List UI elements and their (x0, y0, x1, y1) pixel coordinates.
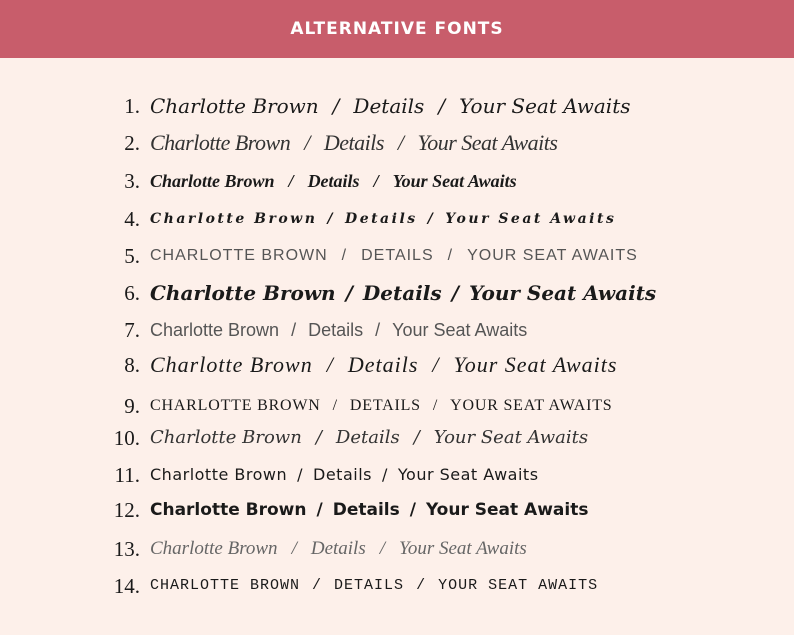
font-number: 4. (124, 207, 140, 231)
sample-name: Charlotte Brown (150, 320, 280, 340)
separator: / (427, 211, 436, 227)
separator: / (413, 427, 420, 448)
font-sample-text (150, 350, 617, 380)
font-number: 8. (124, 353, 140, 377)
separator: / (345, 281, 353, 305)
sample-seat: Your Seat Awaits (468, 281, 657, 305)
sample-name: Charlotte Brown (150, 171, 275, 191)
font-sample-text (150, 495, 588, 525)
font-sample-text (150, 128, 557, 158)
sample-name: Charlotte Brown (150, 500, 307, 520)
separator: / (341, 247, 348, 264)
font-number: 1. (124, 94, 140, 118)
separator: / (381, 465, 388, 484)
font-sample-text (150, 534, 527, 564)
separator: / (291, 320, 297, 340)
font-sample-text (150, 204, 616, 234)
font-sample-text (150, 423, 588, 453)
separator: / (447, 247, 454, 264)
separator: / (332, 94, 340, 118)
sample-seat: YOUR SEAT AWAITS (467, 247, 638, 264)
sample-name: Charlotte Brown (150, 211, 318, 227)
font-sample-text (150, 166, 517, 196)
sample-seat: Your Seat Awaits (392, 171, 517, 191)
sample-seat: Your Seat Awaits (433, 427, 589, 448)
sample-name: Charlotte Brown (150, 427, 302, 448)
font-number: 9. (124, 394, 140, 418)
font-sample-row (0, 391, 794, 421)
separator: / (375, 320, 381, 340)
sample-details: Details (332, 500, 400, 520)
separator: / (316, 500, 323, 520)
font-sample-text (150, 278, 656, 308)
font-sample-row (0, 423, 794, 453)
separator: / (379, 538, 386, 559)
font-number: 6. (124, 281, 140, 305)
font-number: 10. (113, 426, 140, 450)
font-number: 14. (113, 574, 140, 598)
separator: / (409, 500, 416, 520)
sample-name: CHARLOTTE BROWN (150, 247, 328, 264)
font-sample-text (150, 315, 527, 345)
font-sample-row (0, 278, 794, 308)
font-number: 11. (114, 463, 140, 487)
separator: / (332, 397, 338, 414)
separator: / (327, 211, 336, 227)
sample-seat: Your Seat Awaits (417, 130, 558, 155)
separator: / (397, 130, 404, 155)
font-sample-row (0, 166, 794, 196)
sample-details: DETAILS (334, 577, 405, 594)
font-sample-row (0, 91, 794, 121)
separator: / (432, 397, 439, 414)
sample-details: Details (345, 211, 418, 227)
sample-details: Details (353, 94, 425, 118)
sample-seat: YOUR SEAT AWAITS (438, 577, 599, 594)
sample-seat: Your Seat Awaits (399, 538, 527, 559)
page-title: ALTERNATIVE FONTS (290, 19, 504, 39)
font-sample-text (150, 571, 598, 601)
sample-name: Charlotte Brown (150, 94, 319, 118)
font-sample-text (150, 241, 638, 271)
sample-details: Details (308, 320, 364, 340)
sample-seat: Your Seat Awaits (445, 211, 617, 227)
separator: / (432, 352, 440, 377)
font-sample-text (150, 391, 613, 421)
font-sample-text (150, 460, 539, 490)
font-number: 5. (124, 244, 140, 268)
sample-name: Charlotte Brown (150, 538, 278, 559)
header-banner (0, 0, 794, 58)
sample-seat: Your Seat Awaits (453, 352, 618, 377)
sample-name: Charlotte Brown (150, 130, 291, 155)
separator: / (297, 465, 304, 484)
font-number: 12. (113, 498, 140, 522)
separator: / (291, 538, 297, 559)
font-sample-row (0, 495, 794, 525)
separator: / (326, 352, 334, 377)
sample-name: Charlotte Brown (150, 352, 313, 377)
sample-seat: YOUR SEAT AWAITS (450, 397, 613, 414)
sample-details: Details (310, 538, 366, 559)
font-sample-row (0, 571, 794, 601)
font-number: 7. (124, 318, 140, 342)
sample-name: CHARLOTTE BROWN (150, 577, 301, 594)
sample-seat: Your Seat Awaits (397, 465, 539, 484)
sample-details: DETAILS (361, 247, 434, 264)
sample-seat: Your Seat Awaits (459, 94, 631, 118)
separator: / (315, 427, 322, 448)
font-sample-row (0, 128, 794, 158)
sample-details: Details (362, 281, 442, 305)
sample-details: DETAILS (349, 397, 421, 414)
sample-details: Details (323, 130, 384, 155)
separator: / (416, 577, 427, 594)
font-sample-row (0, 350, 794, 380)
separator: / (451, 281, 459, 305)
sample-name: Charlotte Brown (150, 281, 336, 305)
font-sample-row (0, 204, 794, 234)
font-sample-row (0, 534, 794, 564)
font-number: 2. (124, 131, 140, 155)
font-number: 13. (113, 537, 140, 561)
separator: / (373, 171, 379, 191)
sample-details: Details (313, 465, 372, 484)
separator: / (288, 171, 294, 191)
font-number: 3. (124, 169, 140, 193)
font-sample-row (0, 460, 794, 490)
separator: / (438, 94, 446, 118)
sample-details: Details (307, 171, 360, 191)
font-sample-text (150, 91, 631, 121)
font-sample-row (0, 241, 794, 271)
separator: / (304, 130, 310, 155)
sample-seat: Your Seat Awaits (425, 500, 589, 520)
sample-seat: Your Seat Awaits (392, 320, 528, 340)
sample-name: CHARLOTTE BROWN (150, 397, 321, 414)
sample-details: Details (335, 427, 400, 448)
separator: / (312, 577, 323, 594)
font-sample-row (0, 315, 794, 345)
sample-details: Details (347, 352, 419, 377)
sample-name: Charlotte Brown (150, 465, 288, 484)
